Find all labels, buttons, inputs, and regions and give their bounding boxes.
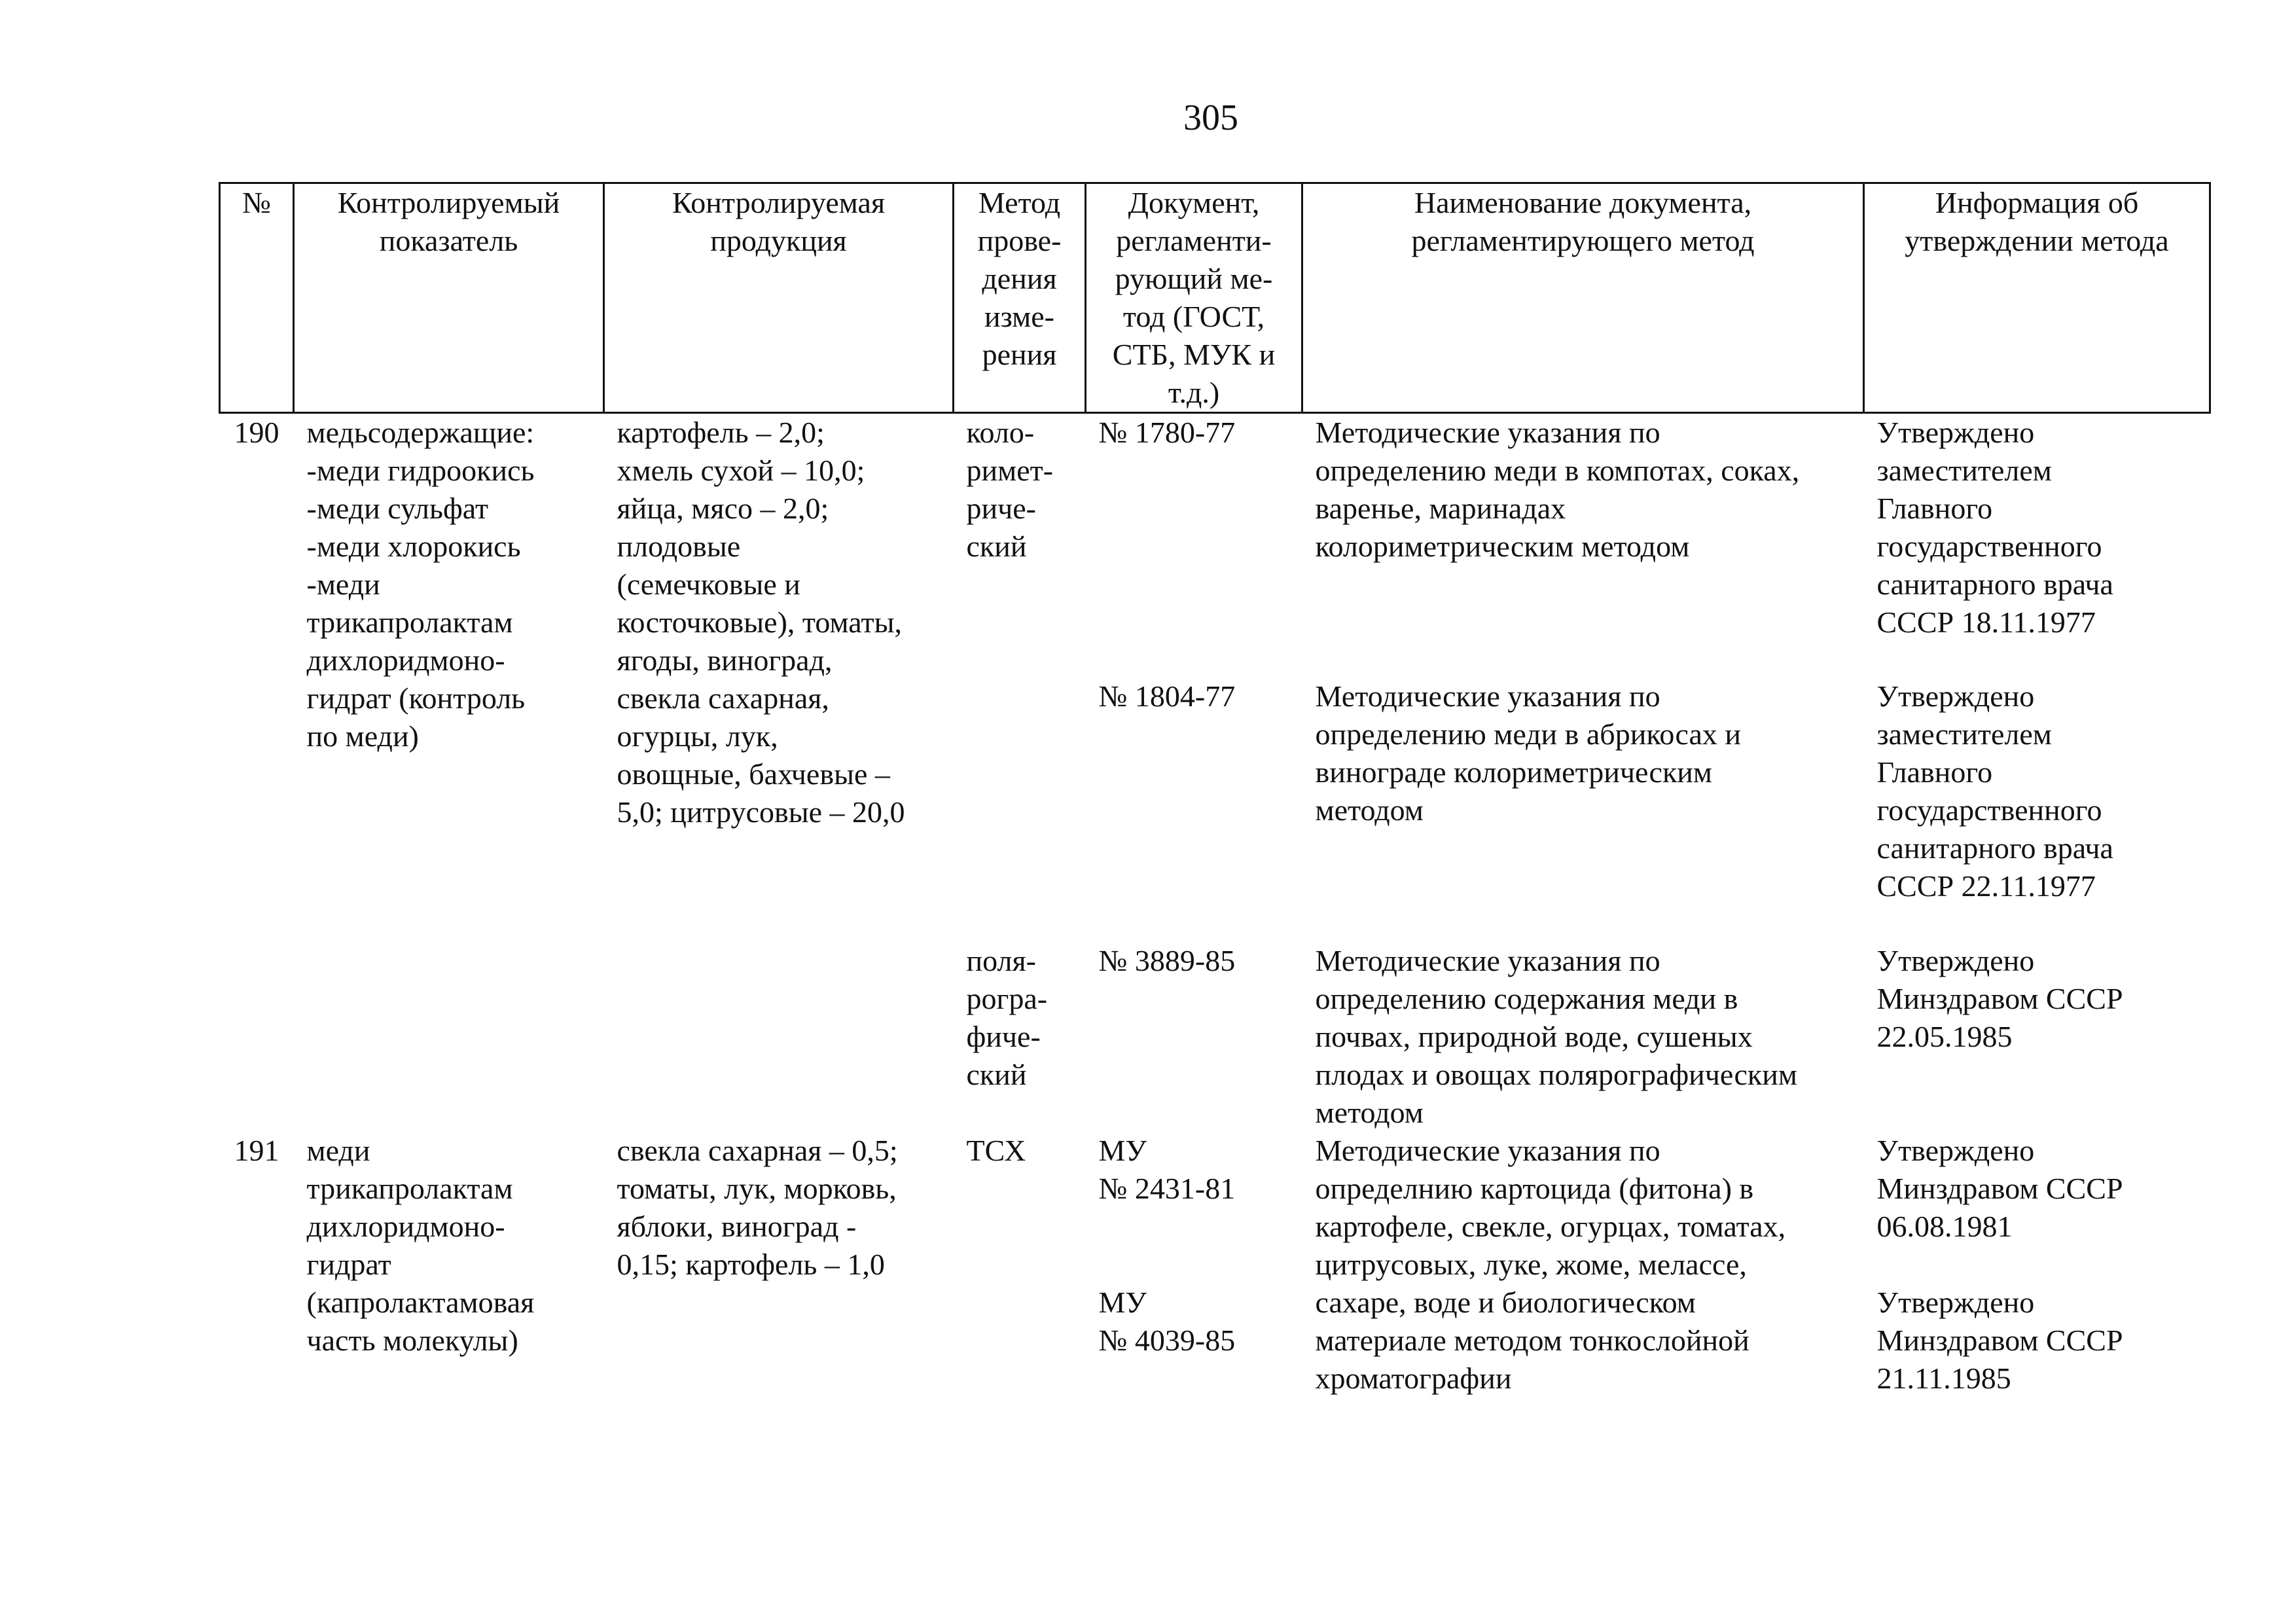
table-header-row: [220, 183, 2210, 413]
doc-name-cell: Методические указания по определению содержания меди в почвах, природной воде, сушеных плодах и овощах полярографическим методом: [1315, 943, 1797, 1129]
row-number: 191: [234, 1133, 279, 1167]
approval-cell: Утверждено Минздравом СССР 06.08.1981 Утверждено Минздравом СССР 21.11.1985: [1876, 1133, 2123, 1395]
page-number: 305: [1183, 98, 1238, 138]
column-header-document: Документ, регламенти- рующий ме- тод (ГОСТ, СТБ, МУК и т.д.): [1086, 183, 1302, 413]
approval-cell: Утверждено заместителем Главного государственного санитарного врача СССР 22.11.1977: [1876, 679, 2113, 903]
doc-name-cell: Методические указания по определнию картоцида (фитона) в картофеле, свекле, огурцах, томатах, цитрусовых, луке, жоме, мелассе, сахаре, воде и биологическом материале методом тонкослойной хроматографии: [1315, 1133, 1786, 1395]
column-header-approval: Информация об утверждении метода: [1864, 183, 2210, 413]
column-header-number: №: [220, 183, 294, 413]
document-cell: № 1780-77: [1098, 416, 1236, 449]
column-header-method: Метод прове- дения изме- рения: [954, 183, 1086, 413]
products-cell: картофель – 2,0; хмель сухой – 10,0; яйца, мясо – 2,0; плодовые (семечковые и косточковые), томаты, ягоды, виноград, свекла сахарная, огурцы, лук, овощные, бахчевые – 5,0; цитрусовые – 20,0: [617, 416, 905, 829]
indicator-cell: меди трикапролактам дихлоридмоно- гидрат (капролактамовая часть молекулы): [306, 1133, 535, 1357]
column-header-indicator: Контролируемый показатель: [294, 183, 604, 413]
method-cell: ТСХ: [966, 1133, 1026, 1167]
column-header-products: Контролируемая продукция: [604, 183, 954, 413]
products-cell: свекла сахарная – 0,5; томаты, лук, морковь, яблоки, виноград - 0,15; картофель – 1,0: [617, 1133, 898, 1281]
approval-cell: Утверждено заместителем Главного государственного санитарного врача СССР 18.11.1977: [1876, 416, 2113, 639]
document-cell: МУ № 2431-81 МУ № 4039-85: [1098, 1133, 1236, 1357]
row-number: 190: [234, 416, 279, 449]
table-row: [220, 413, 2210, 677]
method-cell: поля- рогра- фиче- ский: [966, 943, 1048, 1091]
column-header-doc-name: Наименование документа, регламентирующего метод: [1302, 183, 1864, 413]
doc-name-cell: Методические указания по определению меди в абрикосах и винограде колориметрическим методом: [1315, 679, 1741, 827]
document-cell: № 1804-77: [1098, 679, 1236, 713]
table-row: [220, 1132, 2210, 1398]
methods-table: [219, 182, 2211, 1398]
approval-cell: Утверждено Минздравом СССР 22.05.1985: [1876, 943, 2123, 1053]
document-cell: № 3889-85: [1098, 943, 1236, 977]
indicator-cell: медьсодержащие: -меди гидроокись -меди сульфат -меди хлорокись -меди трикапролактам дихлоридмоно- гидрат (контроль по меди): [306, 416, 535, 753]
doc-name-cell: Методические указания по определению меди в компотах, соках, варенье, маринадах колориметрическим методом: [1315, 416, 1800, 563]
method-cell: коло- римет- риче- ский: [966, 416, 1054, 563]
